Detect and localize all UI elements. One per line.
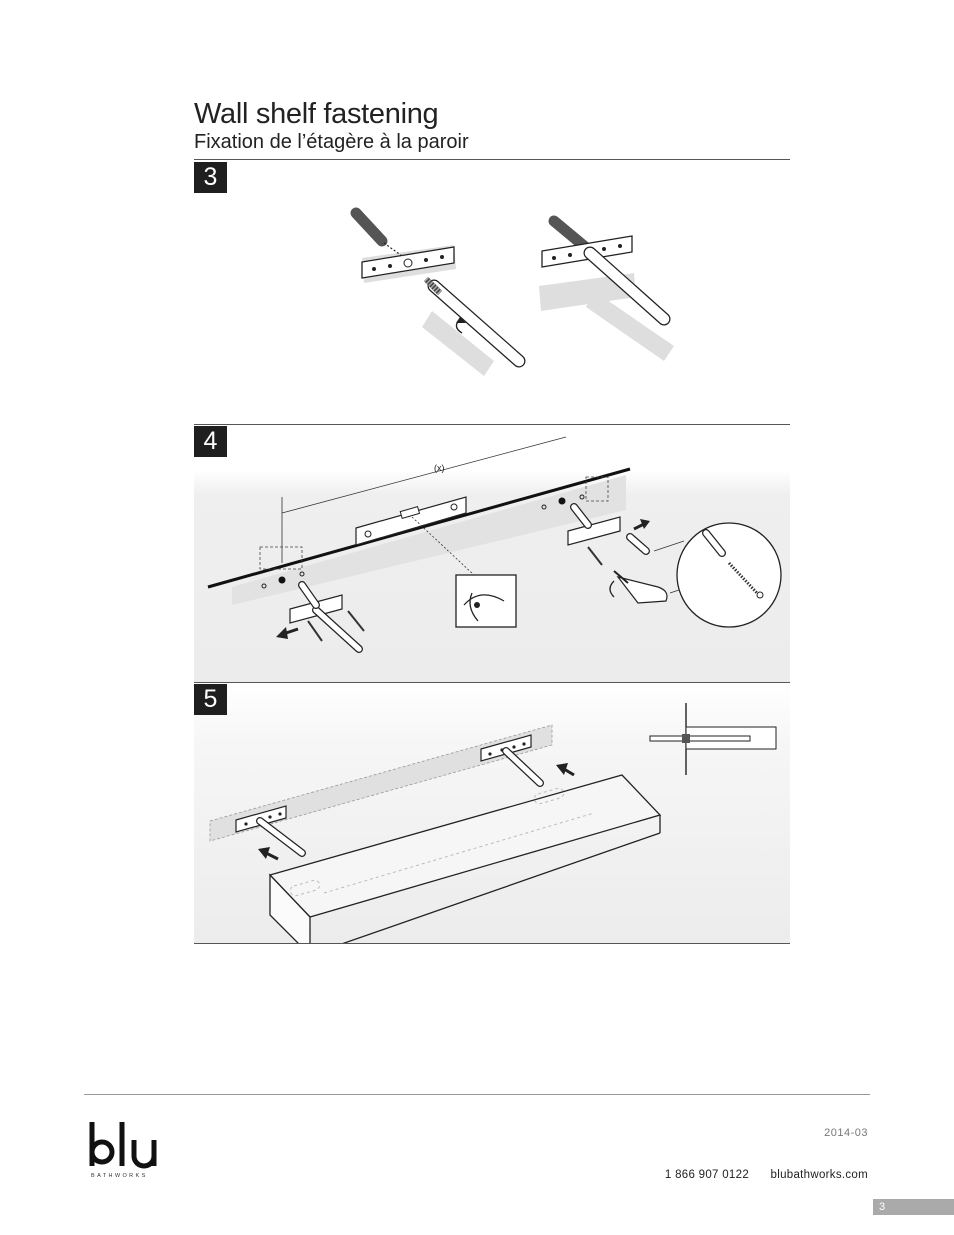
footer-divider — [84, 1094, 870, 1095]
step-5-panel — [194, 682, 790, 944]
slide-arrow-left-icon — [258, 847, 278, 859]
slide-arrow-right-icon — [556, 763, 574, 775]
rod-shadow-right — [586, 291, 674, 361]
revision-date: 2014-03 — [824, 1127, 868, 1139]
step-3-badge: 3 — [194, 162, 227, 193]
logo-tagline: BATHWORKS — [91, 1173, 148, 1179]
website-link[interactable]: blubathworks.com — [770, 1169, 868, 1181]
page-number: 3 — [873, 1199, 954, 1215]
step-3-illustration — [194, 161, 790, 423]
eye-check-icon — [456, 575, 516, 627]
contact-info — [665, 1169, 868, 1181]
step-4-panel — [194, 424, 790, 682]
measurement-label: (x) — [434, 463, 445, 473]
header-divider — [194, 159, 790, 160]
anchor-screw-detail — [654, 523, 781, 627]
cross-section-detail — [650, 703, 776, 775]
threaded-stud-back — [356, 213, 402, 256]
step-3-panel — [194, 161, 790, 423]
step-4-illustration — [194, 425, 790, 682]
phone-number: 1 866 907 0122 — [664, 1169, 750, 1181]
page-subtitle: Fixation de l’étagère à la paroir — [194, 131, 469, 153]
shelf-top-edge — [208, 469, 630, 587]
step-5-illustration — [194, 683, 790, 943]
step-5-badge: 5 — [194, 684, 227, 715]
wall-strip — [232, 475, 626, 605]
page-title: Wall shelf fastening — [194, 98, 439, 130]
step-4-badge: 4 — [194, 426, 227, 457]
